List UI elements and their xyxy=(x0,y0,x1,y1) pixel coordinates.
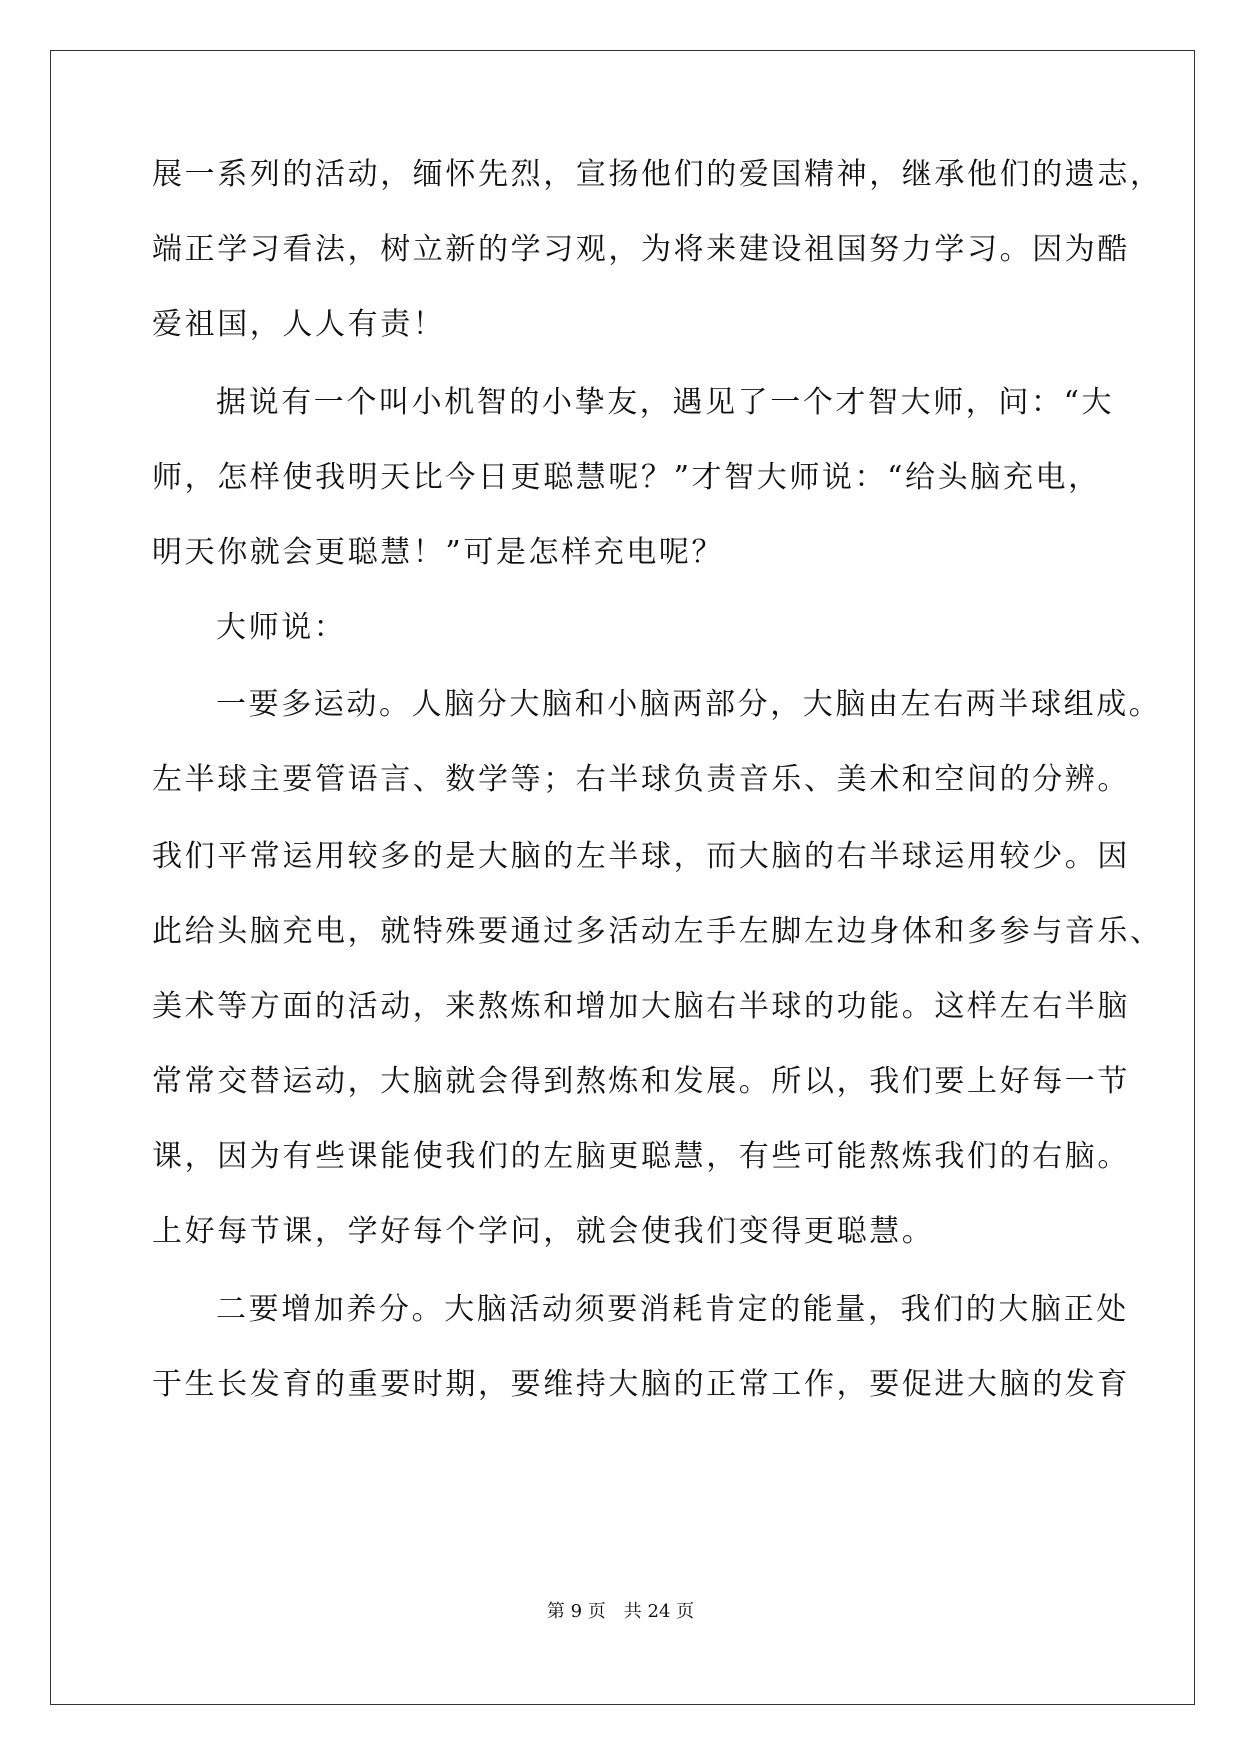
text-line: 左半球主要管语言、数学等；右半球负责音乐、美术和空间的分辨。 xyxy=(152,762,1130,797)
text-line: 美术等方面的活动，来熬炼和增加大脑右半球的功能。这样左右半脑 xyxy=(152,989,1130,1024)
text-line: 上好每节课，学好每个学问，就会使我们变得更聪慧。 xyxy=(152,1214,935,1249)
text-line: 我们平常运用较多的是大脑的左半球，而大脑的右半球运用较少。因 xyxy=(152,839,1130,874)
text-line: 爱祖国，人人有责！ xyxy=(152,307,446,342)
text-line: 展一系列的活动，缅怀先烈，宣扬他们的爱国精神，继承他们的遗志， xyxy=(152,157,1163,192)
paragraph-start-line: 一要多运动。人脑分大脑和小脑两部分，大脑由左右两半球组成。 xyxy=(216,687,1162,722)
paragraph-start-line: 据说有一个叫小机智的小挚友，遇见了一个才智大师，问：“大 xyxy=(216,385,1115,420)
text-line: 师，怎样使我明天比今日更聪慧呢？”才智大师说：“给头脑充电， xyxy=(152,460,1101,495)
paragraph-start-line: 大师说： xyxy=(216,610,347,645)
text-line: 常常交替运动，大脑就会得到熬炼和发展。所以，我们要上好每一节 xyxy=(152,1064,1130,1099)
paragraph-start-line: 二要增加养分。大脑活动须要消耗肯定的能量，我们的大脑正处 xyxy=(216,1292,1129,1327)
text-line: 此给头脑充电，就特殊要通过多活动左手左脚左边身体和多参与音乐、 xyxy=(152,914,1163,949)
text-line: 于生长发育的重要时期，要维持大脑的正常工作，要促进大脑的发育 xyxy=(152,1367,1130,1402)
text-line: 课，因为有些课能使我们的左脑更聪慧，有些可能熬炼我们的右脑。 xyxy=(152,1139,1130,1174)
page-number-footer: 第 9 页 共 24 页 xyxy=(546,1601,695,1622)
text-line: 明天你就会更聪慧！”可是怎样充电呢？ xyxy=(152,535,725,570)
text-line: 端正学习看法，树立新的学习观，为将来建设祖国努力学习。因为酷 xyxy=(152,232,1130,267)
page-border xyxy=(50,50,1195,1705)
